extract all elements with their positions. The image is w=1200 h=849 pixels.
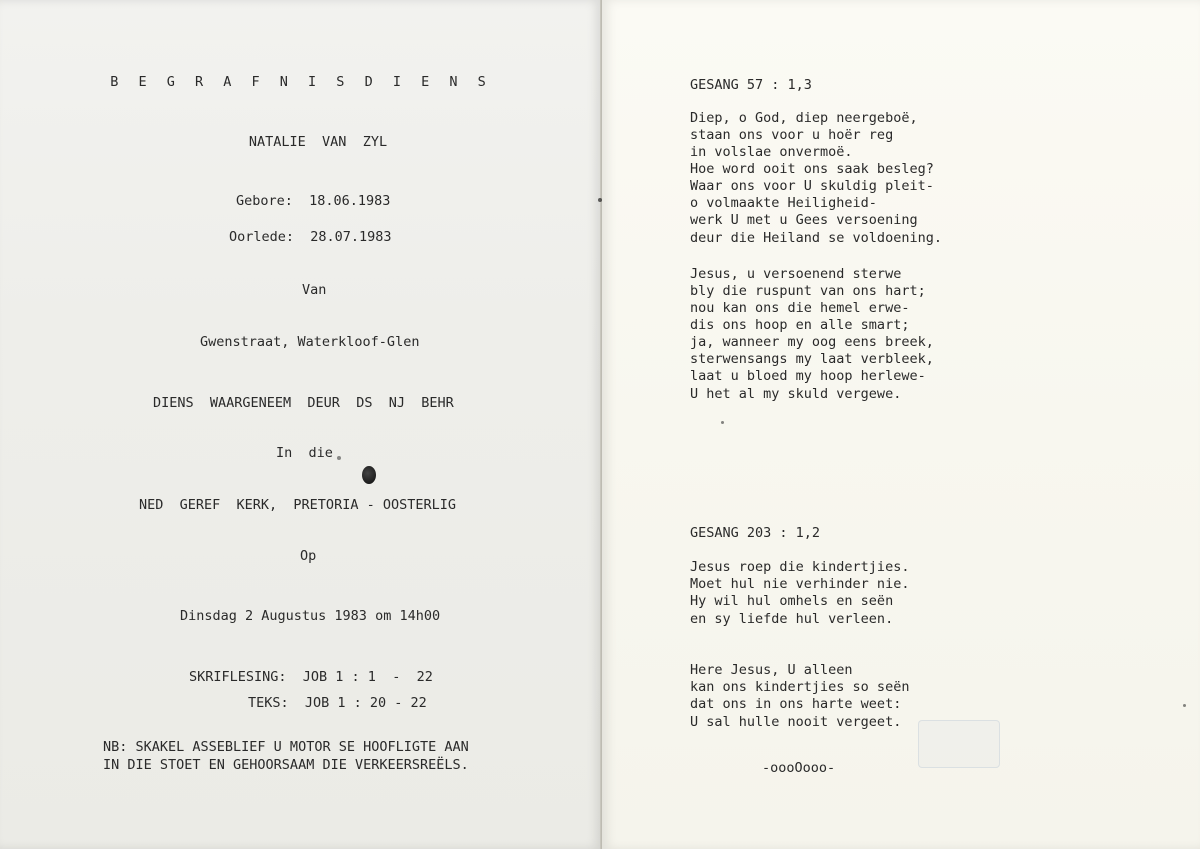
verse-line: staan ons voor u hoër reg	[690, 127, 894, 143]
verse-line: kan ons kindertjies so seën	[690, 679, 910, 695]
verse-line: Jesus, u versoenend sterwe	[690, 266, 902, 282]
end-ornament: -oooOooo-	[762, 760, 836, 776]
punch-hole-mark	[362, 466, 376, 484]
verse-line: ja, wanneer my oog eens breek,	[690, 334, 934, 350]
verse-line: nou kan ons die hemel erwe-	[690, 300, 910, 316]
notice-line-2: IN DIE STOET EN GEHOORSAAM DIE VERKEERSREËLS.	[103, 757, 469, 773]
verse-line: Here Jesus, U alleen	[690, 662, 853, 678]
service-title: B E G R A F N I S D I E N S	[110, 74, 492, 90]
ink-speck	[337, 456, 341, 460]
van-label: Van	[302, 282, 327, 298]
verse-line: laat u bloed my hoop herlewe-	[690, 368, 926, 384]
ink-speck	[721, 421, 724, 424]
verse-line: Waar ons voor U skuldig pleit-	[690, 178, 934, 194]
verse-line: werk U met u Gees versoening	[690, 212, 918, 228]
verse-line: dis ons hoop en alle smart;	[690, 317, 910, 333]
verse-line: dat ons in ons harte weet:	[690, 696, 902, 712]
church-name: NED GEREF KERK, PRETORIA - OOSTERLIG	[139, 497, 456, 513]
ink-speck	[1183, 704, 1186, 707]
verse-line: in volslae onvermoë.	[690, 144, 853, 160]
faded-stamp	[918, 720, 1000, 768]
in-die-label: In die	[276, 445, 333, 461]
hymn-2-title: GESANG 203 : 1,2	[690, 525, 821, 541]
verse-line: sterwensangs my laat verbleek,	[690, 351, 934, 367]
ink-speck	[598, 198, 602, 202]
officiant-line: DIENS WAARGENEEM DEUR DS NJ BEHR	[153, 395, 454, 411]
verse-line: o volmaakte Heiligheid-	[690, 195, 877, 211]
verse-line: U het al my skuld vergewe.	[690, 386, 902, 402]
verse-line: Hy wil hul omhels en seën	[690, 593, 894, 609]
hymn-1-title: GESANG 57 : 1,3	[690, 77, 812, 93]
verse-line: bly die ruspunt van ons hart;	[690, 283, 926, 299]
address: Gwenstraat, Waterkloof-Glen	[200, 334, 420, 350]
deceased-name: NATALIE VAN ZYL	[248, 134, 388, 150]
verse-line: U sal hulle nooit vergeet.	[690, 714, 902, 730]
notice-line-1: NB: SKAKEL ASSEBLIEF U MOTOR SE HOOFLIGTE AAN	[103, 739, 469, 755]
scripture-reading: SKRIFLESING: JOB 1 : 1 - 22	[189, 669, 433, 685]
verse-line: Diep, o God, diep neergeboë,	[690, 110, 918, 126]
verse-line: Hoe word ooit ons saak besleg?	[690, 161, 934, 177]
verse-line: en sy liefde hul verleen.	[690, 611, 894, 627]
death-date: Oorlede: 28.07.1983	[229, 229, 392, 245]
right-page	[602, 0, 1200, 849]
verse-line: Moet hul nie verhinder nie.	[690, 576, 910, 592]
op-label: Op	[300, 548, 317, 564]
birth-date: Gebore: 18.06.1983	[236, 193, 391, 209]
service-date-time: Dinsdag 2 Augustus 1983 om 14h00	[180, 608, 441, 624]
verse-line: deur die Heiland se voldoening.	[690, 230, 942, 246]
sermon-text: TEKS: JOB 1 : 20 - 22	[248, 695, 427, 711]
verse-line: Jesus roep die kindertjies.	[690, 559, 910, 575]
